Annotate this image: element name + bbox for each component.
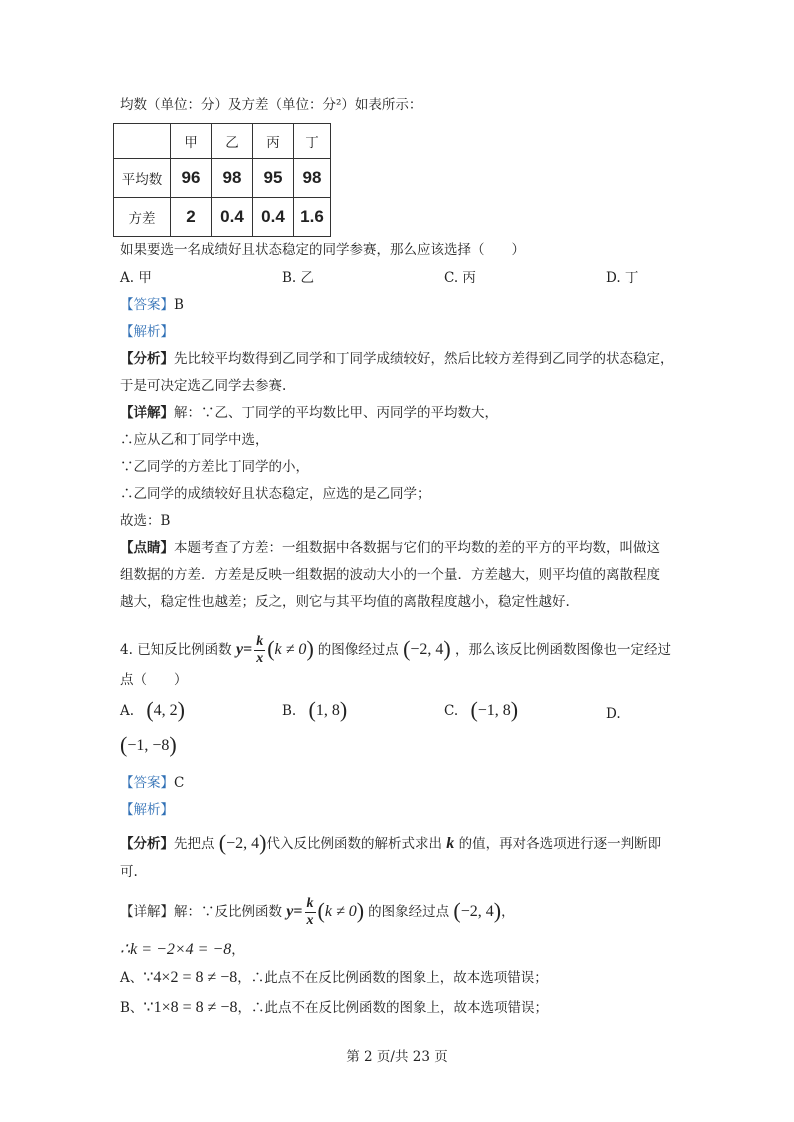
table-cell: 2 (171, 198, 212, 237)
page-footer: 第 2 页/共 23 页 (346, 1049, 448, 1065)
fenxi-tag: 【分析】 (120, 836, 174, 852)
header-jia: 甲 (171, 124, 212, 159)
answer-value: B (174, 297, 184, 313)
q4-stem-a: 已知反比例函数 (137, 642, 232, 658)
q3-dianjing-line2: 组数据的方差．方差是反映一组数据的波动大小的一个量．方差越大，则平均值的离散程度 (120, 567, 660, 583)
q4-option-d (120, 732, 177, 757)
table-cell: 98 (212, 159, 253, 198)
q4-stem (120, 632, 671, 667)
table-cell: 1.6 (294, 198, 331, 237)
q4-fenxi-line2: 可. (120, 864, 138, 880)
fn-denominator: x (306, 912, 314, 928)
fenxi-text-b: 代入反比例函数的解析式求出 (266, 836, 442, 852)
fn-fraction (305, 897, 316, 928)
check-prefix: B、 (120, 1000, 144, 1016)
q4-option-d-label: D. (606, 706, 621, 722)
option-coords: 1, 8 (315, 702, 340, 719)
q4-point: (−2, 4) (403, 636, 451, 661)
q3-step-5: 故选：B (120, 513, 171, 529)
fn-eq: = (293, 903, 303, 920)
q4-check-b (120, 998, 548, 1018)
score-table (113, 123, 331, 237)
fn-y: y (235, 641, 244, 658)
q4-analysis-tag: 【解析】 (120, 802, 174, 818)
q4-stem-b: 的图像经过点 (317, 642, 399, 658)
dianjing-tag: 【点睛】 (120, 540, 174, 556)
check-math: ∵4×2 = 8 ≠ −8 (143, 969, 238, 986)
q3-answer (120, 295, 184, 315)
point-value: −2, 4 (410, 641, 444, 658)
option-coords: −1, 8 (477, 702, 511, 719)
q4-answer (120, 773, 184, 793)
option-label: B. (282, 703, 297, 719)
table-row-variance (114, 198, 331, 237)
q4-check-a (120, 968, 548, 988)
xj-function: y= $\frac{k}{x}$ (k ≠ 0) (286, 895, 365, 928)
option-label: A. (120, 703, 135, 719)
xiangjie-tag: 【详解】 (120, 904, 174, 920)
q4-number: 4. (120, 642, 133, 658)
q4-k-value (120, 940, 245, 960)
q3-option-c: C. 丙 (444, 270, 476, 286)
fn-condition: k ≠ 0 (274, 641, 307, 658)
k-equation: ∴k = −2×4 = −8 (120, 941, 232, 958)
table-row-mean (114, 159, 331, 198)
option-label: C. (444, 703, 459, 719)
xj-point: (−2, 4) (453, 898, 502, 923)
check-text: ，∴此点不在反比例函数的图象上，故本选项错误； (237, 970, 548, 986)
fn-eq: = (243, 641, 253, 658)
fn-numerator: k (306, 895, 314, 911)
q3-analysis-tag: 【解析】 (120, 324, 174, 340)
q3-step-3: ∵乙同学的方差比丁同学的小， (120, 459, 309, 475)
header-bing: 丙 (253, 124, 294, 159)
k-tail: ， (231, 942, 245, 958)
option-value: (−1, 8) (470, 697, 519, 722)
fn-fraction (254, 635, 265, 666)
table-cell: 96 (171, 159, 212, 198)
q4-xiangjie (120, 895, 515, 928)
table-cell: 0.4 (253, 198, 294, 237)
answer-value: C (174, 775, 185, 791)
check-prefix: A、 (120, 970, 144, 986)
q4-stem-line2: 点（ ） (120, 672, 188, 688)
q3-option-a: A. 甲 (120, 270, 152, 286)
row-label: 平均数 (114, 159, 171, 198)
q4-option-b (282, 697, 348, 722)
fn-denominator: x (256, 650, 264, 666)
q3-option-d: D. 丁 (606, 270, 639, 286)
q4-stem-c: ，那么该反比例函数图像也一定经过 (455, 642, 672, 658)
table-intro: 均数（单位：分）及方差（单位：分²）如表所示： (120, 97, 423, 113)
xiangjie-tag: 【详解】 (120, 405, 174, 421)
q3-dianjing-line3: 越大，稳定性也越差；反之，则它与其平均值的离散程度越小，稳定性越好. (120, 594, 570, 610)
q3-fenxi-line2: 于是可决定选乙同学去参赛. (120, 378, 287, 394)
dianjing-text: 本题考查了方差：一组数据中各数据与它们的平均数的差的平方的平均数，叫做这 (174, 540, 660, 556)
check-math: ∵1×8 = 8 ≠ −8 (143, 999, 238, 1016)
fenxi-text-a: 先把点 (174, 836, 215, 852)
xiangjie-text: 解：∵乙、丁同学的平均数比甲、丙同学的平均数大， (174, 405, 498, 421)
fenxi-k: k (446, 835, 455, 852)
q3-step-2: ∴应从乙和丁同学中选， (120, 432, 269, 448)
header-ding: 丁 (294, 124, 331, 159)
fenxi-tag: 【分析】 (120, 351, 174, 367)
option-value: (−1, −8) (120, 732, 177, 757)
q3-xiangjie (120, 403, 498, 423)
table-cell: 95 (253, 159, 294, 198)
xiangjie-text-b: 的图象经过点 (368, 904, 450, 920)
check-text: ，∴此点不在反比例函数的图象上，故本选项错误； (237, 1000, 548, 1016)
option-coords: 4, 2 (153, 702, 178, 719)
option-coords: −1, −8 (127, 737, 170, 754)
table-cell: 98 (294, 159, 331, 198)
table-corner (114, 124, 171, 159)
table-header-row (114, 124, 331, 159)
q3-step-4: ∴乙同学的成绩较好且状态稳定，应选的是乙同学； (120, 486, 431, 502)
header-yi: 乙 (212, 124, 253, 159)
xiangjie-text-a: 解：∵反比例函数 (174, 904, 282, 920)
q3-question: 如果要选一名成绩好且状态稳定的同学参赛，那么应该选择（ ） (120, 242, 525, 258)
fn-numerator: k (256, 633, 264, 649)
q4-function: y= $\frac{k}{x}$ (k ≠ 0) (235, 633, 314, 666)
q4-option-a (120, 697, 185, 722)
fenxi-text-c: 的值，再对各选项进行逐一判断即 (458, 836, 662, 852)
q3-option-b: B. 乙 (282, 270, 315, 286)
option-value: (4, 2) (146, 697, 185, 722)
fn-y: y (286, 903, 294, 920)
fenxi-text: 先比较平均数得到乙同学和丁同学成绩较好，然后比较方差得到乙同学的状态稳定， (174, 351, 674, 367)
option-value: (1, 8) (308, 697, 348, 722)
q4-fenxi (120, 830, 661, 857)
answer-tag: 【答案】 (120, 775, 174, 791)
point-value: −2, 4 (460, 903, 494, 920)
fn-condition: k ≠ 0 (324, 903, 357, 920)
q4-option-c (444, 697, 519, 722)
point-value: −2, 4 (226, 835, 260, 852)
q3-fenxi (120, 349, 674, 369)
xiangjie-text-c: ， (501, 904, 515, 920)
q3-dianjing (120, 538, 660, 558)
table-cell: 0.4 (212, 198, 253, 237)
answer-tag: 【答案】 (120, 297, 174, 313)
row-label: 方差 (114, 198, 171, 237)
fenxi-point: (−2, 4) (218, 830, 267, 855)
